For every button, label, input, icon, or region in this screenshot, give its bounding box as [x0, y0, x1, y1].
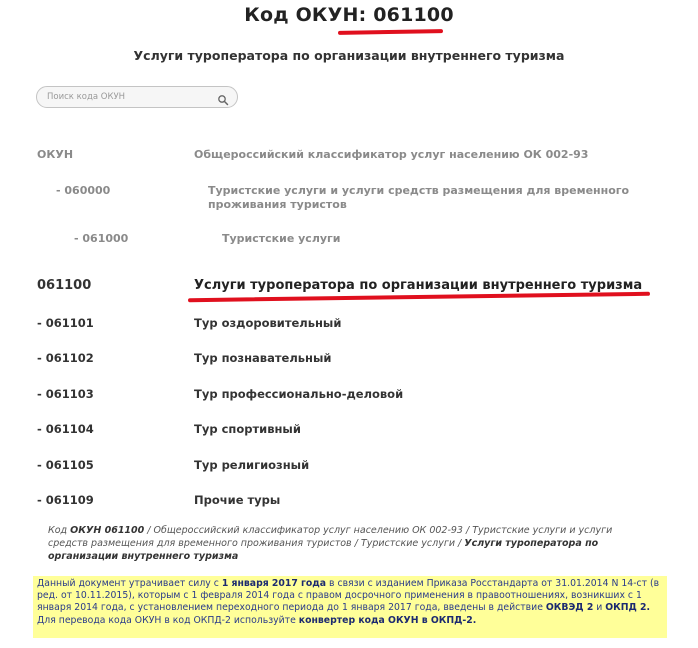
child-name[interactable]: Тур профессионально-деловой — [194, 387, 404, 401]
breadcrumb — [48, 524, 638, 563]
search-icon[interactable] — [217, 91, 229, 103]
breadcrumb-separator: / — [455, 538, 465, 549]
child-name[interactable]: Тур познавательный — [194, 351, 332, 365]
breadcrumb-separator: / — [351, 538, 361, 549]
notice-link-okpd2[interactable]: ОКПД 2. — [605, 602, 651, 614]
current-name-underline-mark — [188, 292, 650, 302]
notice-text: Для перевода кода ОКУН в код ОКПД-2 используйте — [37, 614, 299, 626]
notice-date: 1 января 2017 года — [221, 578, 327, 589]
current-name: Услуги туроператора по организации внутреннего туризма — [194, 278, 643, 293]
breadcrumb-current: Услуги туроператора по организации внутреннего туризма — [48, 538, 599, 562]
notice-text: Данный документ утрачивает силу с — [37, 578, 222, 589]
child-code[interactable]: - 061101 — [37, 316, 94, 330]
hierarchy-code-level2[interactable]: - 061000 — [74, 232, 129, 245]
search-box[interactable] — [36, 86, 238, 108]
page-subtitle: Услуги туроператора по организации внутреннего туризма — [133, 48, 565, 63]
search-input[interactable] — [47, 90, 207, 104]
breadcrumb-separator: / — [144, 525, 154, 536]
child-name[interactable]: Прочие туры — [194, 493, 281, 507]
breadcrumb-code: ОКУН 061100 — [70, 525, 145, 536]
child-code[interactable]: - 061103 — [37, 387, 94, 401]
notice-link-okved2[interactable]: ОКВЭД 2 — [545, 602, 594, 614]
notice-text: и — [593, 602, 606, 614]
page-title: Код ОКУН: 061100 — [244, 4, 454, 26]
breadcrumb-link-061000[interactable]: Туристские услуги — [360, 538, 455, 549]
hierarchy-name-root[interactable]: Общероссийский классификатор услуг населению ОК 002-93 — [194, 148, 589, 161]
breadcrumb-prefix: Код — [48, 525, 68, 536]
child-code[interactable]: - 061102 — [37, 351, 94, 365]
breadcrumb-separator: / — [462, 525, 473, 536]
title-underline-mark — [338, 29, 443, 35]
deprecation-notice — [33, 576, 667, 638]
hierarchy-name-level1[interactable]: Туристские услуги и услуги средств размещения для временного проживания туристов — [208, 184, 630, 211]
child-code[interactable]: - 061109 — [37, 493, 94, 507]
child-name[interactable]: Тур оздоровительный — [194, 316, 342, 330]
current-code: 061100 — [37, 278, 92, 293]
hierarchy-code-root[interactable]: ОКУН — [37, 148, 74, 161]
hierarchy-code-level1[interactable]: - 060000 — [56, 184, 111, 197]
breadcrumb-link-classifier[interactable]: Общероссийский классификатор услуг населению ОК 002-93 — [153, 525, 463, 536]
child-code[interactable]: - 061105 — [37, 458, 94, 472]
child-code[interactable]: - 061104 — [37, 422, 94, 436]
breadcrumb-link-060000[interactable]: Туристские услуги и услуги средств размещения для временного проживания туристов — [48, 525, 613, 549]
notice-text: в связи с изданием Приказа Росстандарта от 31.01.2014 N 14-ст (в ред. от 10.11.2015), которым с 1 февраля 2014 года с правом досрочного применения в правоотношениях, возникших с 1 января 2014 года, с установлением переходного периода до 1 января 2017 года, введены в действие — [37, 578, 660, 614]
child-name[interactable]: Тур религиозный — [194, 458, 310, 472]
hierarchy-name-level2[interactable]: Туристские услуги — [222, 232, 341, 245]
notice-link-converter[interactable]: конвертер кода ОКУН в ОКПД-2. — [298, 614, 477, 626]
child-name[interactable]: Тур спортивный — [194, 422, 301, 436]
